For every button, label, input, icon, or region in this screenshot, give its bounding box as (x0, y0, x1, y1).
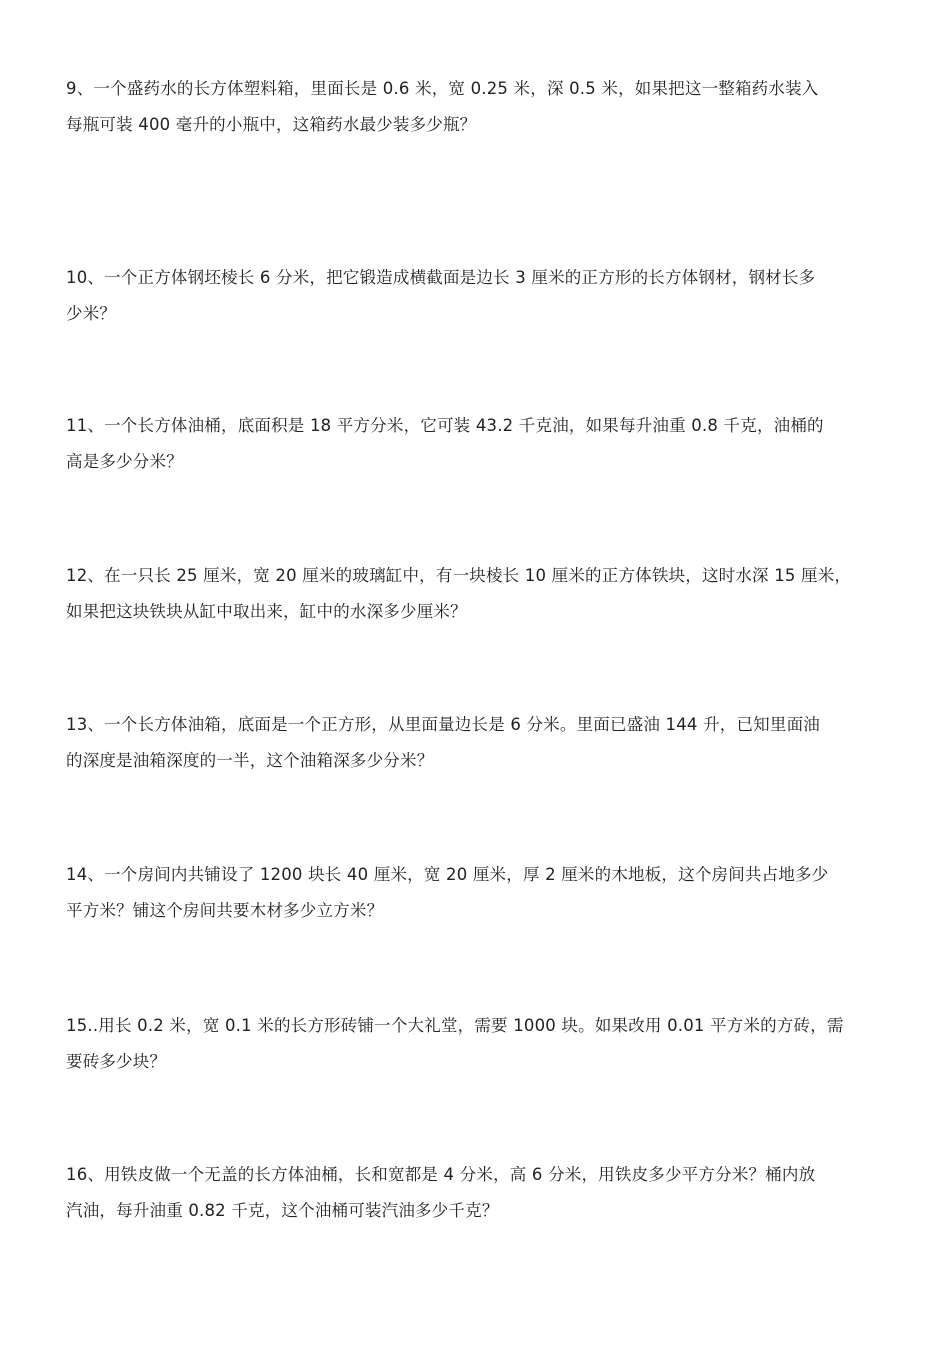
problem-9-line-2: 每瓶可装 400 毫升的小瓶中，这箱药水最少装多少瓶？ (66, 115, 477, 134)
problem-12-line-2: 如果把这块铁块从缸中取出来，缸中的水深多少厘米？ (66, 602, 467, 621)
problem-9-line-1: 9、一个盛药水的长方体塑料箱，里面长是 0.6 米，宽 0.25 米，深 0.5 米，如果把这一整箱药水装入 (66, 79, 819, 98)
problem-15-line-2: 要砖多少块？ (66, 1052, 167, 1071)
problem-13-line-2: 的深度是油箱深度的一半，这个油箱深多少分米？ (66, 751, 434, 770)
problem-16-line-1: 16、用铁皮做一个无盖的长方体油桶，长和宽都是 4 分米，高 6 分米，用铁皮多少平方分米？桶内放 (66, 1165, 816, 1184)
problem-9 (66, 71, 902, 143)
problem-14 (66, 857, 902, 929)
problem-11-line-1: 11、一个长方体油桶，底面积是 18 平方分米，它可装 43.2 千克油，如果每升油重 0.8 千克，油桶的 (66, 416, 824, 435)
problem-13-line-1: 13、一个长方体油箱，底面是一个正方形，从里面量边长是 6 分米。里面已盛油 144 升，已知里面油 (66, 715, 820, 734)
problem-15-line-1: 15..用长 0.2 米，宽 0.1 米的长方形砖铺一个大礼堂，需要 1000 块。如果改用 0.01 平方米的方砖，需 (66, 1016, 844, 1035)
problem-11-line-2: 高是多少分米？ (66, 452, 183, 471)
problem-13 (66, 707, 902, 779)
problem-16-line-2: 汽油，每升油重 0.82 千克，这个油桶可装汽油多少千克？ (66, 1201, 499, 1220)
problem-10-line-2: 少米？ (66, 304, 117, 323)
problem-10-line-1: 10、一个正方体钢坯棱长 6 分米，把它锻造成横截面是边长 3 厘米的正方形的长方体钢材，钢材长多 (66, 268, 816, 287)
problem-11 (66, 408, 902, 480)
problem-16 (66, 1157, 902, 1229)
problem-14-line-2: 平方米？铺这个房间共要木材多少立方米？ (66, 901, 384, 920)
problem-14-line-1: 14、一个房间内共铺设了 1200 块长 40 厘米，宽 20 厘米，厚 2 厘米的木地板，这个房间共占地多少 (66, 865, 829, 884)
problem-10 (66, 260, 902, 332)
problem-12 (66, 558, 902, 630)
problem-12-line-1: 12、在一只长 25 厘米，宽 20 厘米的玻璃缸中，有一块棱长 10 厘米的正方体铁块，这时水深 15 厘米， (66, 566, 852, 585)
problem-15 (66, 1008, 902, 1080)
